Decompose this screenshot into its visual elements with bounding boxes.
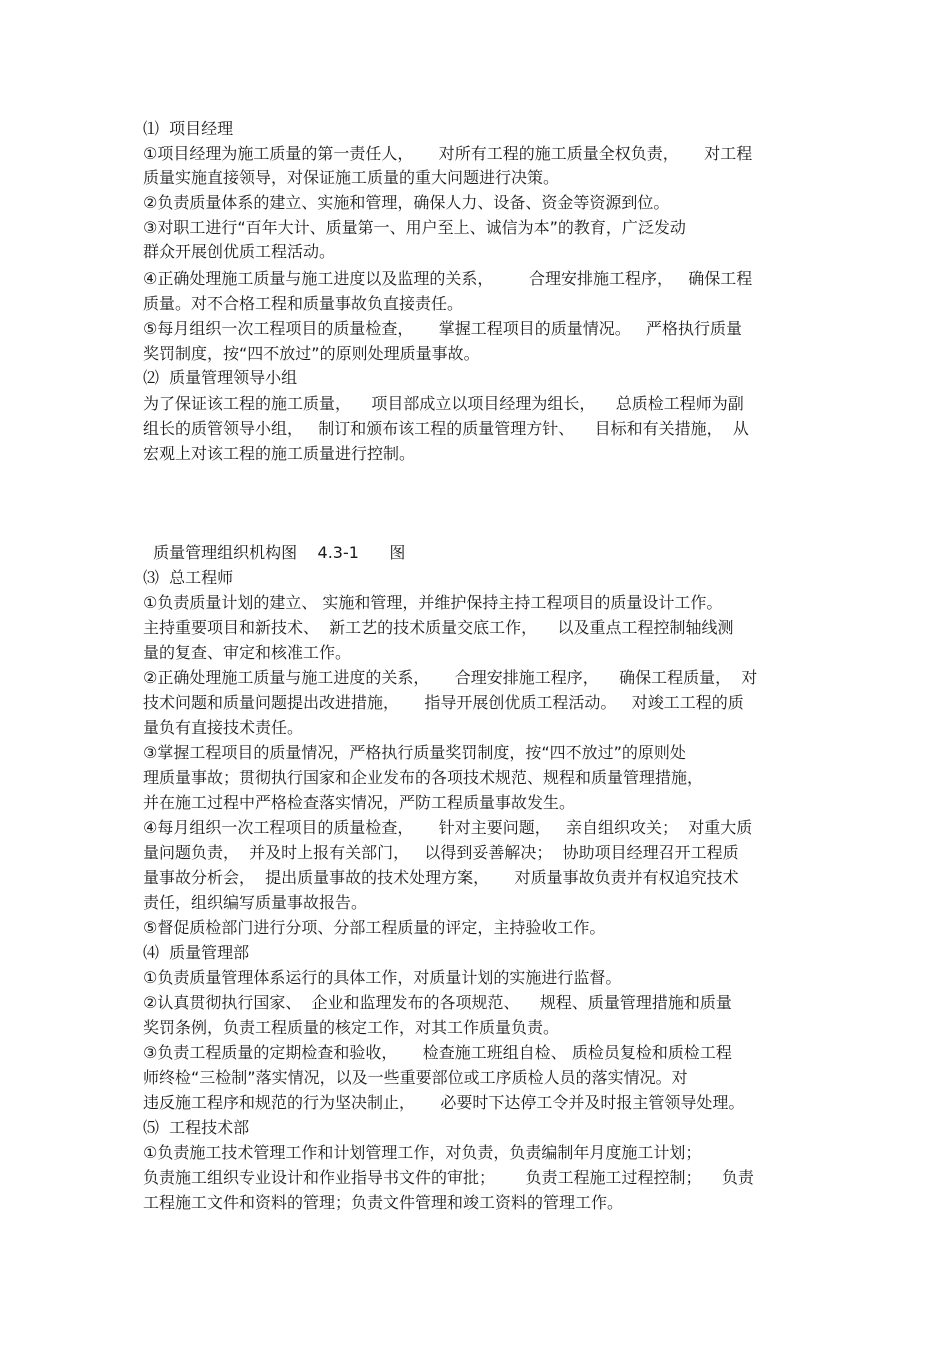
text-line: 量负有直接技术责任。: [143, 718, 304, 737]
text-line: 为了保证该工程的施工质量， 项目部成立以项目经理为组长， 总质检工程师为副: [143, 394, 744, 413]
text-line: 奖罚条例，负责工程质量的核定工作，对其工作质量负责。: [143, 1018, 560, 1037]
text-line: ④每月组织一次工程项目的质量检查， 针对主要问题， 亲自组织攻关； 对重大质: [143, 818, 753, 837]
text-line: 宏观上对该工程的施工质量进行控制。: [143, 444, 416, 463]
text-line: ①负责质量管理体系运行的具体工作，对质量计划的实施进行监督。: [143, 968, 622, 987]
text-line: 质量实施直接领导，对保证施工质量的重大问题进行决策。: [143, 168, 560, 187]
text-line: 奖罚制度，按“四不放过”的原则处理质量事故。: [143, 344, 480, 363]
heading-quality-management-dept: ⑷ 质量管理部: [143, 943, 250, 962]
figure-caption: 质量管理组织机构图 4.3-1 图: [143, 543, 406, 562]
text-line: ②负责质量体系的建立、实施和管理，确保人力、设备、资金等资源到位。: [143, 193, 670, 212]
text-line: 主持重要项目和新技术、 新工艺的技术质量交底工作， 以及重点工程控制轴线测: [143, 618, 734, 637]
text-line: 师终检“三检制”落实情况，以及一些重要部位或工序质检人员的落实情况。对: [143, 1068, 688, 1087]
heading-engineering-tech-dept: ⑸ 工程技术部: [143, 1118, 250, 1137]
text-line: 技术问题和质量问题提出改进措施， 指导开展创优质工程活动。 对竣工工程的质: [143, 693, 744, 712]
heading-chief-engineer: ⑶ 总工程师: [143, 568, 234, 587]
text-line: 质量。对不合格工程和质量事故负直接责任。: [143, 294, 464, 313]
text-line: ①负责质量计划的建立、 实施和管理，并维护保持主持工程项目的质量设计工作。: [143, 593, 723, 612]
text-line: 组长的质管领导小组， 制订和颁布该工程的质量管理方针、 目标和有关措施， 从: [143, 419, 749, 438]
text-line: 负责施工组织专业设计和作业指导书文件的审批； 负责工程施工过程控制； 负责: [143, 1168, 754, 1187]
text-line: 责任，组织编写质量事故报告。: [143, 893, 368, 912]
text-line: 量的复查、审定和核准工作。: [143, 643, 352, 662]
text-line: ①负责施工技术管理工作和计划管理工作，对负责，负责编制年月度施工计划；: [143, 1143, 702, 1162]
text-line: ③负责工程质量的定期检查和验收， 检查施工班组自检、 质检员复检和质检工程: [143, 1043, 732, 1062]
text-line: 工程施工文件和资料的管理；负责文件管理和竣工资料的管理工作。: [143, 1193, 624, 1212]
heading-quality-leadership-group: ⑵ 质量管理领导小组: [143, 368, 298, 387]
text-line: 理质量事故；贯彻执行国家和企业发布的各项技术规范、规程和质量管理措施，: [143, 768, 704, 787]
text-line: 并在施工过程中严格检查落实情况，严防工程质量事故发生。: [143, 793, 576, 812]
text-line: 违反施工程序和规范的行为坚决制止， 必要时下达停工令并及时报主管领导处理。: [143, 1093, 745, 1112]
text-line: ④正确处理施工质量与施工进度以及监理的关系， 合理安排施工程序， 确保工程: [143, 269, 753, 288]
text-line: ⑤每月组织一次工程项目的质量检查， 掌握工程项目的质量情况。 严格执行质量: [143, 319, 743, 338]
text-line: ③对职工进行“百年大计、质量第一、用户至上、诚信为本”的教育，广泛发动: [143, 218, 686, 237]
text-line: 量问题负责， 并及时上报有关部门， 以得到妥善解决； 协助项目经理召开工程质: [143, 843, 739, 862]
text-line: ⑤督促质检部门进行分项、分部工程质量的评定，主持验收工作。: [143, 918, 606, 937]
text-line: ①项目经理为施工质量的第一责任人， 对所有工程的施工质量全权负责， 对工程: [143, 144, 753, 163]
text-line: ②认真贯彻执行国家、 企业和监理发布的各项规范、 规程、质量管理措施和质量: [143, 993, 732, 1012]
text-line: 量事故分析会， 提出质量事故的技术处理方案， 对质量事故负责并有权追究技术: [143, 868, 739, 887]
text-line: ②正确处理施工质量与施工进度的关系， 合理安排施工程序， 确保工程质量， 对: [143, 668, 758, 687]
heading-project-manager: ⑴ 项目经理: [143, 119, 234, 138]
text-line: 群众开展创优质工程活动。: [143, 242, 336, 261]
text-line: ③掌握工程项目的质量情况，严格执行质量奖罚制度，按“四不放过”的原则处: [143, 743, 686, 762]
